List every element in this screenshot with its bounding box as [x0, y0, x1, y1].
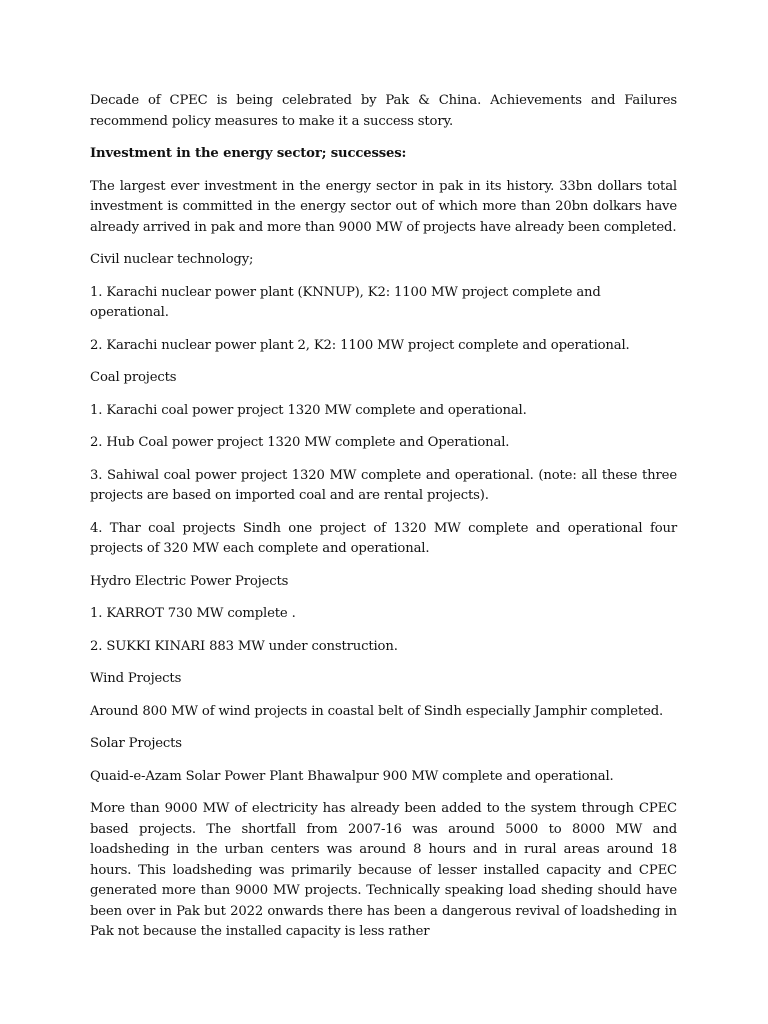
energy-heading: Investment in the energy sector; successes: — [90, 146, 407, 161]
document-page — [90, 91, 677, 955]
coal-item: 2. Hub Coal power project 1320 MW complete and Operational. — [90, 435, 510, 450]
coal-heading: Coal projects — [90, 370, 177, 385]
nuclear-heading: Civil nuclear technology; — [90, 252, 254, 267]
intro-paragraph: Decade of CPEC is being celebrated by Pak & China. Achievements and Failures recommend policy measures to make it a success story. — [90, 93, 677, 129]
closing-paragraph: More than 9000 MW of electricity has already been added to the system through CPEC based projects. The shortfall from 2007-16 was around 5000 to 8000 MW and loadsheding in the urban centers was around 8 hours and in rural areas around 18 hours. This loadsheding was primarily because of lesser installed capacity and CPEC generated more than 9000 MW projects. Technically speaking load sheding should have been over in Pak but 2022 onwards there has been a dangerous revival of loadsheding in Pak not because the installed capacity is less rather — [90, 801, 677, 939]
wind-heading: Wind Projects — [90, 671, 182, 686]
solar-heading: Solar Projects — [90, 736, 182, 751]
hydro-item: 1. KARROT 730 MW complete . — [90, 606, 296, 621]
nuclear-item: 2. Karachi nuclear power plant 2, K2: 1100 MW project complete and operational. — [90, 337, 630, 353]
nuclear-item: 1. Karachi nuclear power plant (KNNUP), K2: 1100 MW project complete and operational. — [90, 284, 601, 320]
coal-item: 1. Karachi coal power project 1320 MW complete and operational. — [90, 402, 527, 418]
hydro-item: 2. SUKKI KINARI 883 MW under construction. — [90, 638, 398, 654]
energy-paragraph: The largest ever investment in the energy sector in pak in its history. 33bn dollars total investment is committed in the energy sector out of which more than 20bn dolkars have already arrived in pak and more than 9000 MW of projects have already been completed. — [90, 178, 677, 235]
coal-item: 4. Thar coal projects Sindh one project of 1320 MW complete and operational four projects of 320 MW each complete and operational. — [90, 520, 677, 556]
solar-paragraph: Quaid-e-Azam Solar Power Plant Bhawalpur 900 MW complete and operational. — [90, 768, 614, 784]
coal-item: 3. Sahiwal coal power project 1320 MW complete and operational. (note: all these three projects are based on imported coal and are rental projects). — [90, 467, 677, 503]
hydro-heading: Hydro Electric Power Projects — [90, 573, 289, 589]
wind-paragraph: Around 800 MW of wind projects in coastal belt of Sindh especially Jamphir completed. — [90, 703, 664, 719]
